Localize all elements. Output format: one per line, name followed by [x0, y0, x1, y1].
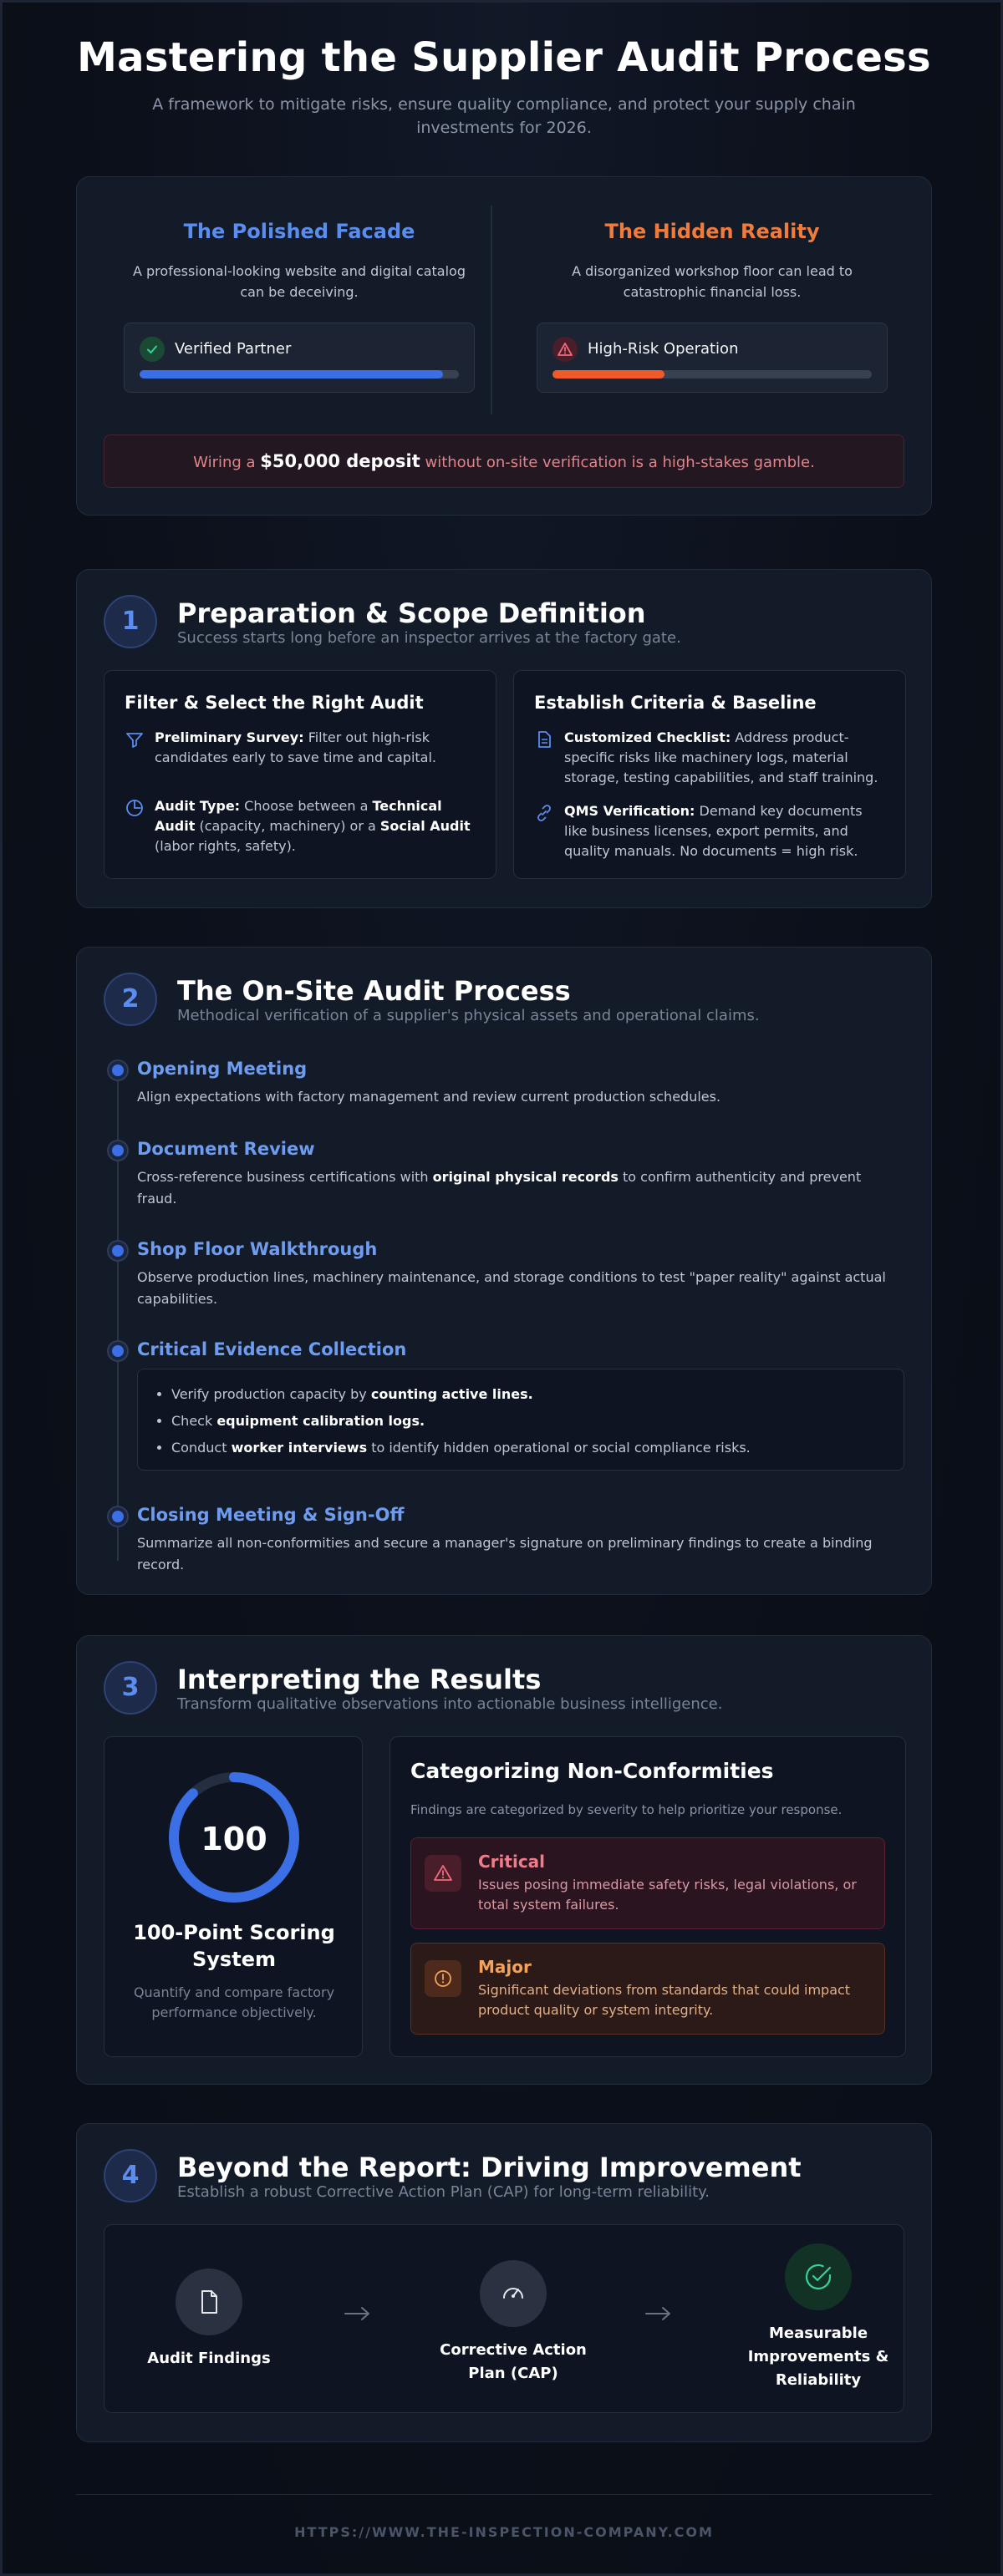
alert-triangle-icon: [425, 1855, 461, 1892]
list-item: [171, 1408, 887, 1435]
bullet-text: Check: [171, 1413, 213, 1429]
section-number-badge: 2: [104, 973, 157, 1026]
section-subtitle: Establish a robust Corrective Action Plan (CAP) for long-term reliability.: [177, 2183, 710, 2201]
scoring-card: [104, 1736, 363, 2057]
section-title: The On-Site Audit Process: [177, 975, 571, 1007]
category-name: Critical: [478, 1852, 546, 1872]
timeline-step-document-review: [137, 1136, 904, 1210]
item-text: Choose between a: [244, 798, 369, 814]
step-title: Closing Meeting & Sign-Off: [137, 1505, 405, 1525]
section-title: Preparation & Scope Definition: [177, 597, 646, 629]
verified-status-label: Verified Partner: [175, 340, 292, 358]
document-icon: [534, 729, 556, 751]
deposit-warning: [104, 434, 904, 488]
bullet-bold: equipment calibration logs.: [216, 1413, 425, 1429]
step-title: Document Review: [137, 1139, 315, 1159]
section-title: Beyond the Report: Driving Improvement: [177, 2152, 802, 2183]
section-number-badge: 3: [104, 1661, 157, 1715]
section-driving-improvement: [76, 2123, 932, 2442]
timeline-dot: [107, 1240, 129, 1262]
step-text-bold: original physical records: [432, 1169, 619, 1185]
item-bold: Preliminary Survey:: [155, 729, 304, 745]
page-title: Mastering the Supplier Audit Process: [77, 34, 931, 81]
improvement-flow: [104, 2224, 904, 2413]
timeline-step-opening-meeting: [137, 1056, 904, 1108]
arrow-right-icon: [644, 2305, 673, 2322]
preliminary-survey-item: [125, 728, 476, 768]
step-text: [137, 1166, 904, 1210]
score-value: 100: [201, 1821, 267, 1857]
facade-title: The Polished Facade: [183, 220, 415, 243]
footer-divider: [76, 2494, 932, 2495]
step-text: Align expectations with factory management and review current production schedules.: [137, 1089, 721, 1105]
timeline-dot: [107, 1340, 129, 1362]
verified-progress-bar: [140, 370, 459, 379]
list-item: [171, 1435, 887, 1461]
bullet-bold: worker interviews: [231, 1440, 368, 1456]
check-circle-icon: [785, 2243, 852, 2310]
flow-node-corrective-action-plan: [425, 2260, 601, 2385]
check-icon: [140, 337, 165, 362]
clock-icon: [125, 798, 146, 820]
page-header: [76, 33, 932, 140]
section-number-badge: 4: [104, 2149, 157, 2203]
flow-node-measurable-improvements: [731, 2243, 906, 2392]
step-text: Summarize all non-conformities and secure a manager's signature on preliminary findings to create a binding record.: [137, 1535, 873, 1573]
evidence-list: [137, 1369, 904, 1471]
intro-card: [76, 176, 932, 516]
item-bold: Technical Audit: [155, 798, 442, 834]
column-divider: [491, 206, 492, 414]
item-text: Address product-specific risks like machinery logs, material storage, testing capabilities, and staff training.: [564, 729, 878, 785]
list-item: [171, 1381, 887, 1408]
score-description: Quantify and compare factory performance objectively.: [133, 1984, 335, 2020]
section-interpreting-results: [76, 1635, 932, 2085]
node-label: Audit Findings: [147, 2350, 271, 2367]
step-text: Observe production lines, machinery maintenance, and storage conditions to test "paper reality" against actual capabilities.: [137, 1269, 886, 1307]
section-onsite-audit: [76, 947, 932, 1595]
timeline-step-shop-floor-walkthrough: [137, 1237, 904, 1310]
warning-prefix: Wiring a: [193, 454, 256, 471]
critical-category: [410, 1837, 885, 1929]
link-icon: [534, 803, 556, 825]
filter-icon: [125, 729, 146, 751]
warning-suffix: without on-site verification is a high-stakes gamble.: [425, 454, 815, 471]
category-name: Major: [478, 1957, 532, 1977]
risk-progress-bar: [552, 370, 872, 379]
category-description: Significant deviations from standards that could impact product quality or system integrity.: [478, 1982, 851, 2018]
bullet-bold: counting active lines.: [370, 1386, 533, 1402]
item-text: (capacity, machinery) or a: [199, 818, 376, 834]
step-title: Opening Meeting: [137, 1059, 308, 1079]
step-text-part: to confirm authenticity and prevent fraud.: [137, 1169, 862, 1207]
node-label: Corrective Action Plan (CAP): [440, 2341, 587, 2382]
verified-progress-fill: [140, 370, 443, 379]
page-subtitle: A framework to mitigate risks, ensure quality compliance, and protect your supply chain investments for 2026.: [152, 95, 856, 137]
timeline-dot: [107, 1140, 129, 1161]
section-subtitle: Methodical verification of a supplier's physical assets and operational claims.: [177, 1007, 760, 1024]
risk-status-label: High-Risk Operation: [588, 340, 739, 358]
timeline-step-evidence-collection: [137, 1337, 904, 1471]
bullet-text: to identify hidden operational or social compliance risks.: [371, 1440, 751, 1456]
reality-title: The Hidden Reality: [604, 220, 820, 243]
file-icon: [176, 2269, 242, 2335]
bullet-text: Conduct: [171, 1440, 227, 1456]
score-title: 100-Point Scoring System: [133, 1921, 335, 1971]
warning-amount: $50,000 deposit: [260, 451, 420, 471]
section-number-badge: 1: [104, 595, 157, 648]
item-bold: Customized Checklist:: [564, 729, 731, 745]
audit-type-item: [125, 796, 476, 856]
nonconformities-card: [389, 1736, 906, 2057]
section-subtitle: Transform qualitative observations into actionable business intelligence.: [177, 1695, 723, 1713]
footer-url-link[interactable]: HTTPS://WWW.THE-INSPECTION-COMPANY.COM: [294, 2524, 714, 2540]
facade-text: A professional-looking website and digital catalog can be deceiving.: [132, 263, 466, 300]
section-title: Interpreting the Results: [177, 1664, 542, 1695]
item-bold: Social Audit: [379, 818, 471, 834]
step-text-part: Cross-reference business certifications with: [137, 1169, 429, 1185]
verified-status-card: [124, 323, 475, 393]
arrow-right-icon: [344, 2305, 372, 2322]
item-text: Filter out high-risk candidates early to save time and capital.: [155, 729, 436, 765]
qms-verification-item: [534, 801, 885, 861]
reality-column: [537, 219, 888, 393]
flow-node-audit-findings: [121, 2269, 297, 2370]
category-description: Issues posing immediate safety risks, legal violations, or total system failures.: [478, 1877, 857, 1913]
box-title: Filter & Select the Right Audit: [125, 693, 424, 713]
timeline-dot: [107, 1506, 129, 1527]
reality-text: A disorganized workshop floor can lead to catastrophic financial loss.: [572, 263, 853, 300]
step-title: Critical Evidence Collection: [137, 1339, 407, 1359]
risk-progress-fill: [552, 370, 664, 379]
timeline-dot: [107, 1059, 129, 1081]
facade-column: [124, 219, 475, 393]
item-bold: QMS Verification:: [564, 803, 695, 819]
categories-title: Categorizing Non-Conformities: [410, 1759, 774, 1783]
major-category: [410, 1943, 885, 2035]
risk-status-card: [537, 323, 888, 393]
customized-checklist-item: [534, 728, 885, 788]
bullet-text: Verify production capacity by: [171, 1386, 367, 1402]
item-text: (labor rights, safety).: [155, 838, 296, 854]
alert-circle-icon: [425, 1960, 461, 1997]
node-label: Measurable Improvements & Reliability: [747, 2324, 889, 2389]
timeline-step-closing-meeting: [137, 1502, 904, 1576]
box-title: Establish Criteria & Baseline: [534, 693, 817, 713]
section-subtitle: Success starts long before an inspector arrives at the factory gate.: [177, 629, 681, 647]
item-text: Demand key documents like business licenses, export permits, and quality manuals. No documents = high risk.: [564, 803, 863, 859]
item-bold: Audit Type:: [155, 798, 241, 814]
step-title: Shop Floor Walkthrough: [137, 1239, 378, 1259]
warning-icon: [552, 337, 578, 362]
gauge-icon: [480, 2260, 547, 2327]
filter-select-box: [104, 670, 496, 879]
section-preparation: [76, 569, 932, 908]
criteria-baseline-box: [513, 670, 906, 879]
categories-description: Findings are categorized by severity to help prioritize your response.: [410, 1802, 843, 1817]
